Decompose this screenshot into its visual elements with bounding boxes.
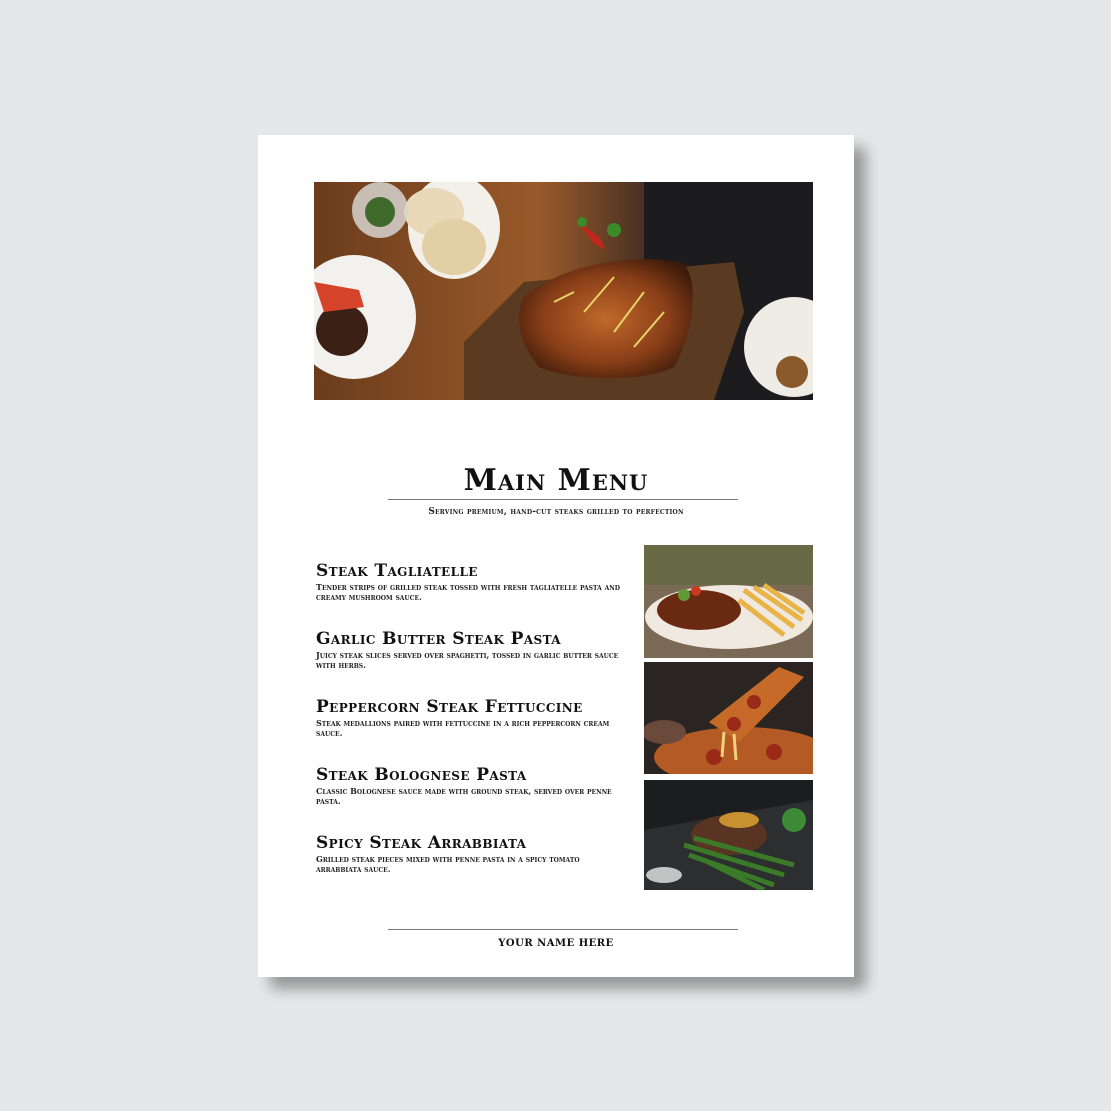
menu-item-name: Steak Tagliatelle — [316, 561, 478, 581]
footer-name: YOUR NAME HERE — [498, 938, 614, 949]
menu-item-description: Juicy steak slices served over spaghetti, tossed in garlic butter sauce with herbs. — [316, 650, 619, 670]
menu-item — [316, 696, 636, 764]
menu-page — [258, 135, 854, 977]
menu-item — [316, 628, 636, 696]
footer-divider — [388, 929, 738, 930]
menu-item-description: Classic Bolognese sauce made with ground steak, served over penne pasta. — [316, 786, 612, 806]
menu-item-name: Spicy Steak Arrabbiata — [316, 833, 527, 853]
menu-item-description: Tender strips of grilled steak tossed with fresh tagliatelle pasta and creamy mushroom sauce. — [316, 582, 620, 602]
menu-item — [316, 832, 636, 900]
menu-item-description: Grilled steak pieces mixed with penne pasta in a spicy tomato arrabbiata sauce. — [316, 854, 580, 874]
menu-item-name: Steak Bolognese Pasta — [316, 765, 527, 785]
menu-item — [316, 560, 636, 628]
menu-subtitle: Serving premium, hand-cut steaks grilled to perfection — [428, 507, 684, 517]
menu-item — [316, 764, 636, 832]
menu-title: Main Menu — [463, 463, 649, 498]
pizza-photo — [644, 662, 813, 774]
title-divider — [388, 499, 738, 500]
hero-photo — [314, 182, 813, 400]
menu-item-name: Peppercorn Steak Fettuccine — [316, 697, 583, 717]
menu-item-list — [316, 560, 636, 900]
menu-item-name: Garlic Butter Steak Pasta — [316, 629, 561, 649]
steak-fries-photo — [644, 545, 813, 658]
menu-item-description: Steak medallions paired with fettuccine in a rich peppercorn cream sauce. — [316, 718, 610, 738]
steak-green-beans-photo — [644, 780, 813, 890]
